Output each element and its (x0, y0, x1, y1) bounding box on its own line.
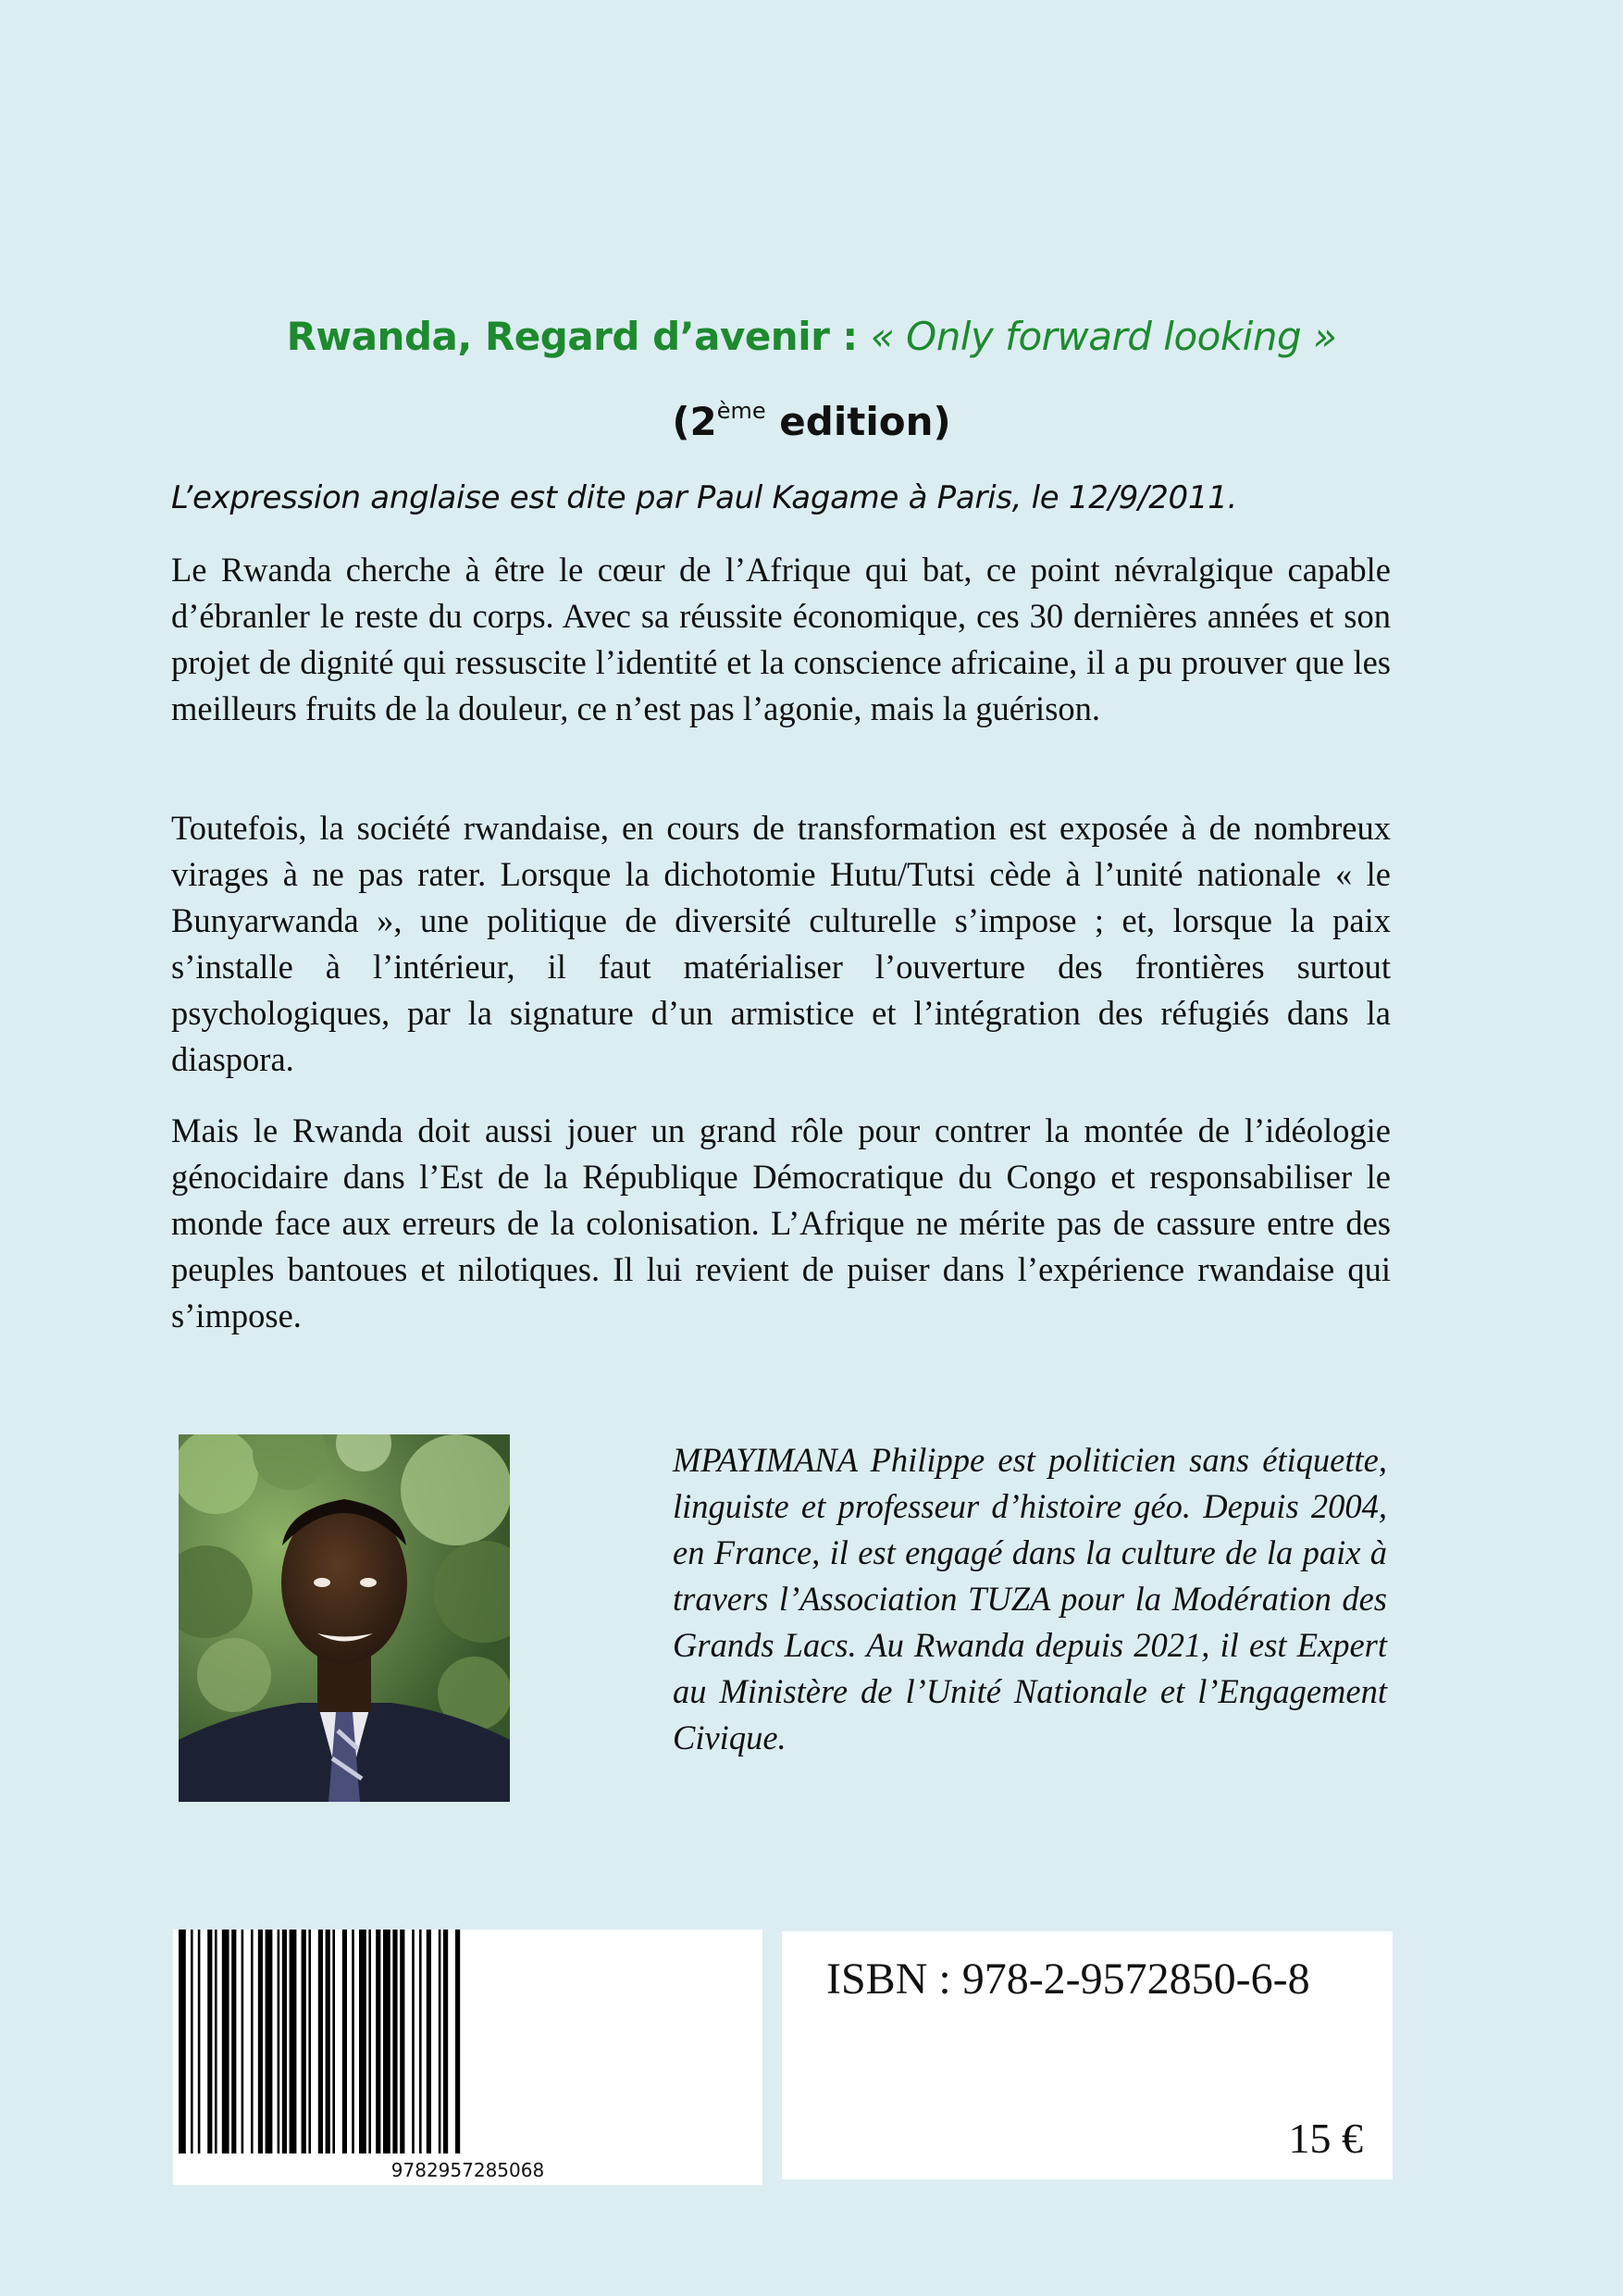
author-photo (179, 1434, 510, 1802)
isbn-panel (782, 1931, 1393, 2179)
book-title-main: Rwanda, Regard d’avenir : (286, 314, 871, 359)
barcode-number: 9782957285068 (390, 2159, 545, 2181)
blurb-paragraph-1: Le Rwanda cherche à être le cœur de l’Afrique qui bat, ce point névralgique capable d’ébranler le reste du corps. Avec sa réussite économique, ces 30 dernières années et son projet de dignité qui ressuscite l’identité et la conscience africaine, il a pu prouver que les meilleurs fruits de la douleur, ce n’est pas l’agonie, mais la guérison. (171, 551, 1391, 727)
blurb-paragraph-2: Toutefois, la société rwandaise, en cours de transformation est exposée à de nombreux virages à ne pas rater. Lorsque la dichotomie Hutu/Tutsi cède à l’unité nationale « le Bunyarwanda », une politique de diversité culturelle s’impose ; et, lorsque la paix s’installe à l’intérieur, il faut matérialiser l’ouverture des frontières surtout psychologiques, par la signature d’un armistice et l’intégration des réfugiés dans la diaspora. (171, 809, 1391, 1078)
book-title (0, 307, 1623, 366)
blurb-paragraph-3: Mais le Rwanda doit aussi jouer un grand rôle pour contrer la montée de l’idéologie génocidaire dans l’Est de la République Démocratique du Congo et responsabiliser le monde face aux erreurs de la colonisation. L’Afrique ne mérite pas de cassure entre des peuples bantoues et nilotiques. Il lui revient de puiser dans l’expérience rwandaise qui s’impose. (171, 1111, 1391, 1334)
edition-label (0, 392, 1623, 452)
edition-prefix: (2 (672, 399, 717, 444)
epigraph: L’expression anglaise est dite par Paul Kagame à Paris, le 12/9/2011. (171, 479, 1238, 516)
isbn-label: ISBN : 978-2-9572850-6-8 (826, 1955, 1310, 2004)
book-title-quote: « Only forward looking » (870, 314, 1337, 359)
barcode (173, 1930, 762, 2185)
edition-superscript: ème (716, 398, 766, 424)
edition-suffix: edition) (765, 399, 951, 444)
price-label: 15 € (1288, 2115, 1363, 2162)
author-bio: MPAYIMANA Philippe est politicien sans étiquette, linguiste et professeur d’histoire géo. Depuis 2004, en France, il est engagé dans la culture de la paix à travers l’Association TUZA pour la Modération des Grands Lacs. Au Rwanda depuis 2021, il est Expert au Ministère de l’Unité Nationale et l’Engagement Civique. (673, 1441, 1387, 1756)
barcode-bars (173, 1930, 762, 2158)
